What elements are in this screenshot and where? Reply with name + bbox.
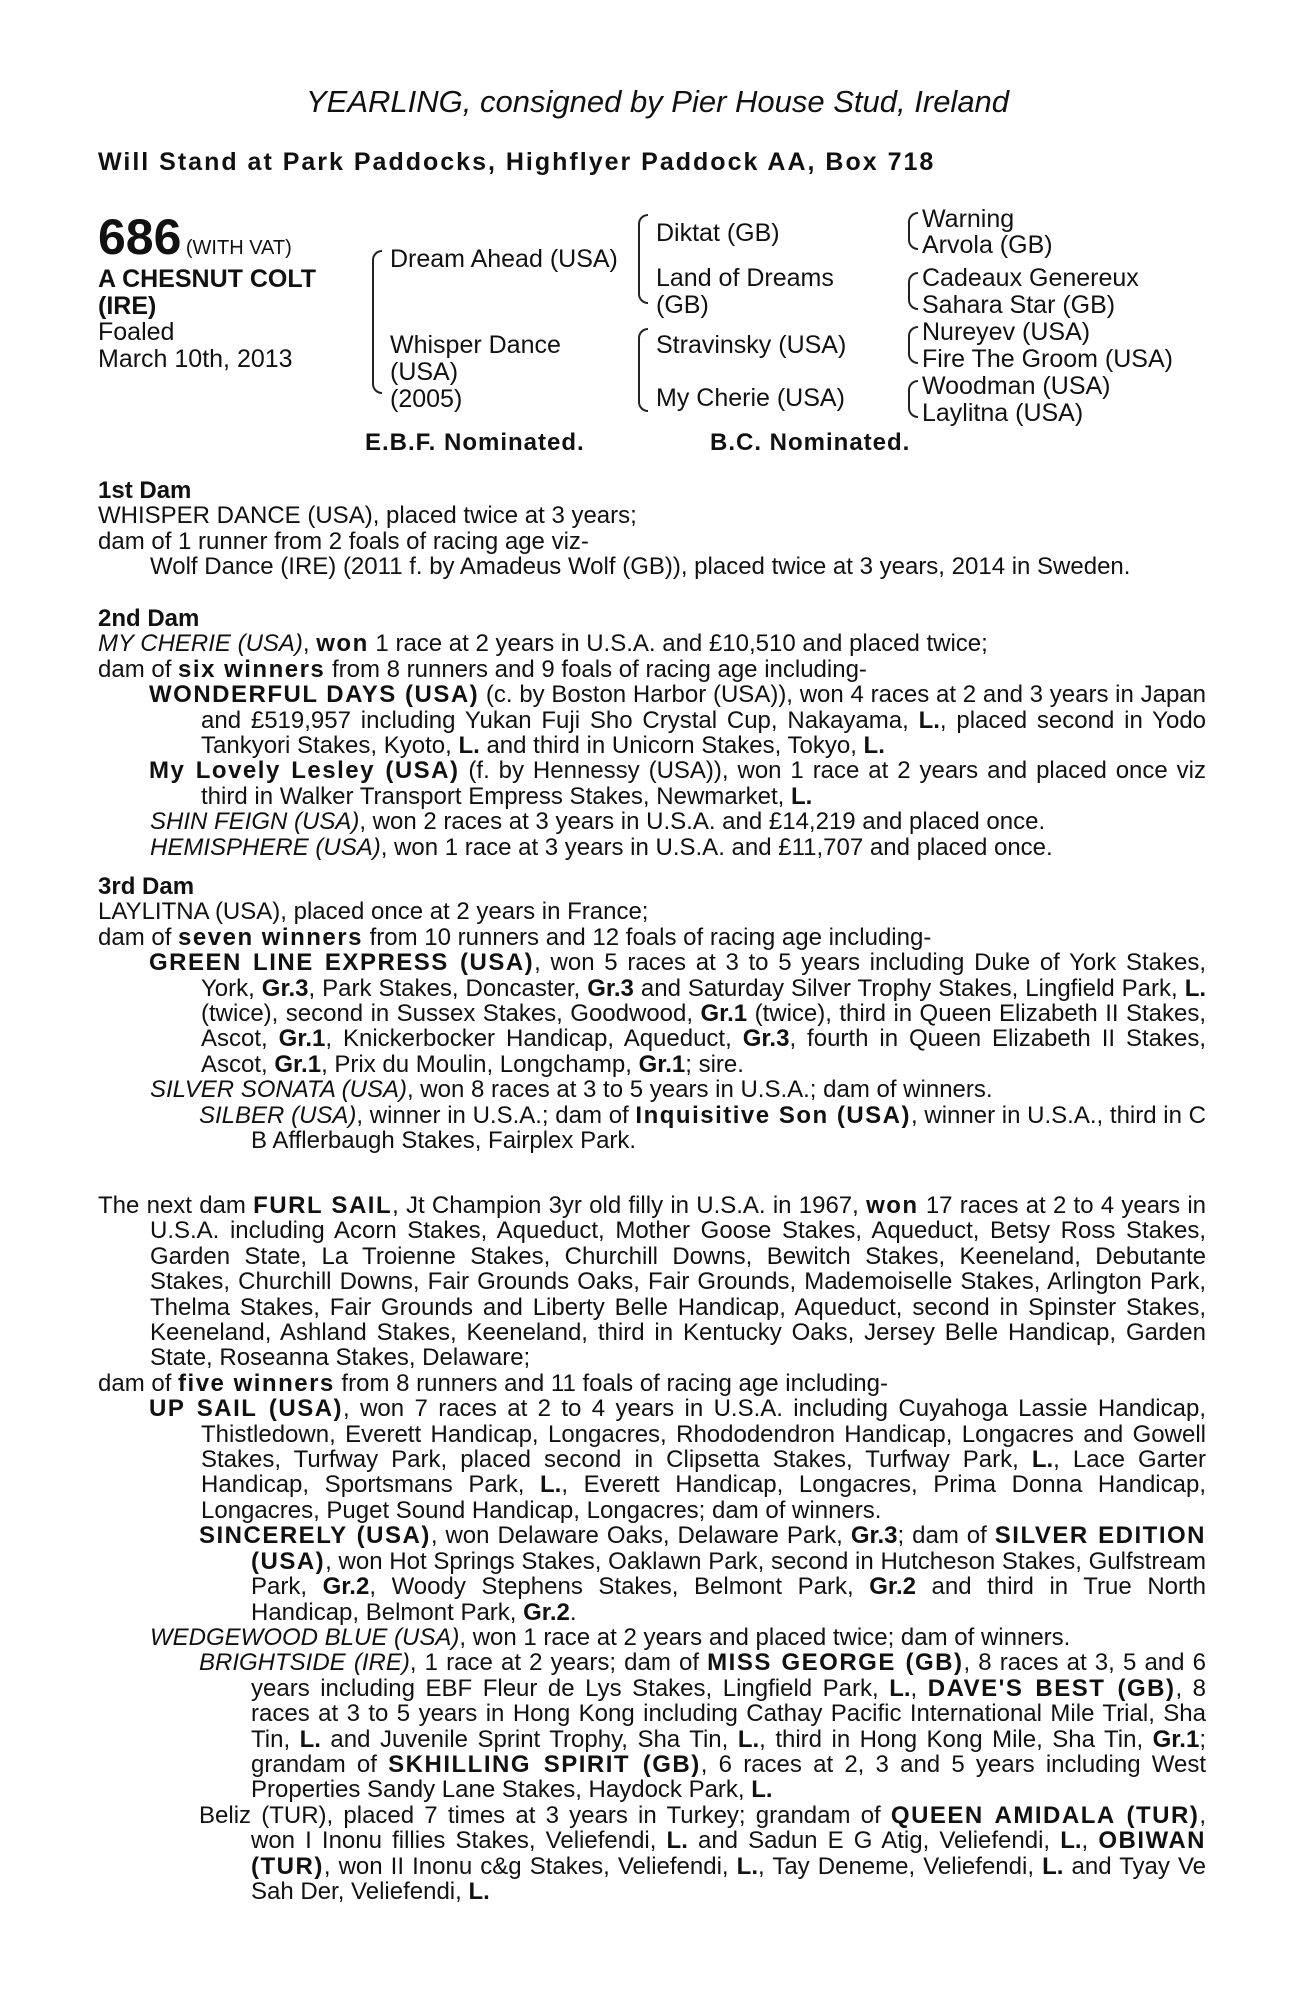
progeny-entry: GREEN LINE EXPRESS (USA), won 5 races at 3 to 5 years including Duke of York Stakes, York, Gr.3, Park Stakes, Doncaster, Gr.3 and Saturday Silver Trophy Stakes, Lingfield Park, L. (twice), second in Sussex Stakes, Goodwood, Gr.1 (twice), third in Queen Elizabeth II Stakes, Ascot, Gr.1, Knickerbocker Handicap, Aqueduct, Gr.3, fourth in Queen Elizabeth II Stakes, Ascot, Gr.1, Prix du Moulin, Longchamp, Gr.1; sire. (149, 949, 1207, 1078)
colt-description-1: A CHESNUT COLT (98, 265, 317, 293)
dam-name: MY CHERIE (USA) (98, 630, 303, 658)
sire-dam-line2: (GB) (656, 291, 709, 319)
pedigree-brace-dam (638, 328, 648, 412)
sire-dam-line1: Land of Dreams (656, 264, 834, 292)
vat-label: (WITH VAT) (185, 237, 292, 259)
foaled-date: March 10th, 2013 (98, 345, 293, 373)
separator: , (302, 630, 317, 658)
sire-sire-dam: Arvola (GB) (922, 231, 1053, 259)
second-dam-section (98, 606, 1206, 860)
second-dam-line: dam of six winners from 8 runners and 9 foals of racing age including- (98, 655, 867, 683)
next-dam-paragraph: The next dam FURL SAIL, Jt Champion 3yr old filly in U.S.A. in 1967, won 17 races at 2 to 4 years in U.S.A. including Acorn Stakes, Aqueduct, Mother Goose Stakes, Aqueduct, Betsy Ross Stakes, Garden State, La Troienne Stakes, Churchill Downs, Bewitch Stakes, Keeneland, Debutante Stakes, Churchill Downs, Fair Grounds Oaks, Fair Grounds, Mademoiselle Stakes, Arlington Park, Thelma Stakes, Fair Grounds and Liberty Belle Handicap, Aqueduct, second in Spinster Stakes, Keeneland, Ashland Stakes, Keeneland, third in Kentucky Oaks, Jersey Belle Handicap, Garden State, Roseanna Stakes, Delaware; (98, 1192, 1206, 1372)
second-dam-line: MY CHERIE (USA), won 1 race at 2 years in U.S.A. and £10,510 and placed twice; (98, 630, 988, 658)
third-dam-line: dam of seven winners from 10 runners and 12 foals of racing age including- (98, 923, 932, 951)
dam-sire-sire: Nureyev (USA) (922, 318, 1091, 346)
consignment-line: YEARLING, consigned by Pier House Stud, Ireland (306, 84, 1010, 119)
sire-dam-dam: Sahara Star (GB) (922, 291, 1116, 319)
progeny-entry: My Lovely Lesley (USA) (f. by Hennessy (USA)), won 1 race at 2 years and placed once viz third in Walker Transport Empress Stakes, Newmarket, L. (149, 757, 1206, 810)
pedigree-brace-ds (908, 326, 918, 364)
progeny-entry: BRIGHTSIDE (IRE), 1 race at 2 years; dam of MISS GEORGE (GB), 8 races at 3, 5 and 6 years including EBF Fleur de Lys Stakes, Lingfield Park, L., DAVE'S BEST (GB), 8 races at 3 to 5 years in Hong Kong including Cathay Pacific International Mile Trial, Sha Tin, L. and Juvenile Sprint Trophy, Sha Tin, L., third in Hong Kong Mile, Sha Tin, Gr.1; grandam of SKHILLING SPIRIT (GB), 6 races at 2, 3 and 5 years including West Properties Sandy Lane Stakes, Haydock Park, L. (199, 1649, 1207, 1804)
dam-dam-sire: Woodman (USA) (922, 372, 1111, 400)
dam-dam-dam: Laylitna (USA) (922, 399, 1084, 427)
pedigree-brace-gen1 (372, 250, 382, 394)
first-dam-section (98, 478, 1206, 580)
section-heading: 2nd Dam (98, 605, 200, 632)
dam-name-line2: (USA) (390, 358, 459, 386)
next-dam-line: dam of five winners from 8 runners and 11 foals of racing age including- (98, 1369, 888, 1397)
dam-name-line1: Whisper Dance (390, 331, 561, 359)
pedigree-brace-ss (908, 212, 918, 250)
section-heading: 3rd Dam (98, 873, 195, 900)
first-dam-line: dam of 1 runner from 2 foals of racing age viz- (98, 527, 589, 555)
pedigree-brace-sire (638, 214, 648, 304)
dam-sire: Stravinsky (USA) (656, 331, 847, 359)
foaled-label: Foaled (98, 318, 175, 346)
pedigree-brace-dd (908, 380, 918, 418)
dam-dam: My Cherie (USA) (656, 384, 845, 412)
progeny-entry: Beliz (TUR), placed 7 times at 3 years in Turkey; grandam of QUEEN AMIDALA (TUR), won I Inonu fillies Stakes, Veliefendi, L. and Sadun E G Atig, Veliefendi, L., OBIWAN (TUR), won II Inonu c&g Stakes, Veliefendi, L., Tay Deneme, Veliefendi, L. and Tyay Ve Sah Der, Veliefendi, L. (199, 1801, 1206, 1905)
progeny-entry: WEDGEWOOD BLUE (USA), won 1 race at 2 years and placed twice; dam of winners. (150, 1623, 1071, 1651)
sire-name: Dream Ahead (USA) (390, 245, 618, 273)
progeny-entry: WONDERFUL DAYS (USA) (c. by Boston Harbor (USA)), won 4 races at 2 and 3 years in Japan and £519,957 including Yukan Fuji Sho Crystal Cup, Nakayama, L., placed second in Yodo Tankyori Stakes, Kyoto, L. and third in Unicorn Stakes, Tokyo, L. (149, 681, 1207, 760)
section-heading: 1st Dam (98, 477, 192, 504)
progeny-entry: HEMISPHERE (USA), won 1 race at 3 years in U.S.A. and £11,707 and placed once. (150, 833, 1053, 861)
first-dam-line: WHISPER DANCE (USA), placed twice at 3 years; (98, 502, 637, 530)
sire-sire-sire: Warning (922, 205, 1015, 233)
progeny-entry: SILBER (USA), winner in U.S.A.; dam of Inquisitive Son (USA), winner in U.S.A., third in C B Afflerbaugh Stakes, Fairplex Park. (199, 1101, 1207, 1155)
progeny-entry: Wolf Dance (IRE) (2011 f. by Amadeus Wolf (GB)), placed twice at 3 years, 2014 in Sweden. (150, 553, 1131, 581)
bc-nominated: B.C. Nominated. (710, 429, 911, 456)
dam-sire-dam: Fire The Groom (USA) (922, 345, 1173, 373)
progeny-entry: SILVER SONATA (USA), won 8 races at 3 to 5 years in U.S.A.; dam of winners. (150, 1076, 993, 1104)
progeny-entry: SHIN FEIGN (USA), won 2 races at 3 years in U.S.A. and £14,219 and placed once. (150, 808, 1046, 836)
lot-number: 686 (98, 209, 182, 265)
next-dam-section (98, 1193, 1206, 1904)
pedigree-brace-sd (908, 272, 918, 310)
sire-sire: Diktat (GB) (656, 219, 780, 247)
location-line: Will Stand at Park Paddocks, Highflyer Paddock AA, Box 718 (98, 148, 936, 176)
lot-number-block (98, 208, 292, 266)
progeny-entry: UP SAIL (USA), won 7 races at 2 to 4 years in U.S.A. including Cuyahoga Lassie Handicap, Thistledown, Everett Handicap, Longacres, Rhododendron Handicap, Longacres and Gowell Stakes, Turfway Park, placed second in Clipsetta Stakes, Turfway Park, L., Lace Garter Handicap, Sportsmans Park, L., Everett Handicap, Longacres, Prima Donna Handicap, Longacres, Puget Sound Handicap, Longacres; dam of winners. (149, 1395, 1207, 1524)
third-dam-line: LAYLITNA (USA), placed once at 2 years in France; (98, 898, 649, 926)
third-dam-section (98, 874, 1206, 1153)
colt-description-2: (IRE) (98, 292, 157, 320)
progeny-entry: SINCERELY (USA), won Delaware Oaks, Delaware Park, Gr.3; dam of SILVER EDITION (USA), won Hot Springs Stakes, Oaklawn Park, second in Hutcheson Stakes, Gulfstream Park, Gr.2, Woody Stephens Stakes, Belmont Park, Gr.2 and third in True North Handicap, Belmont Park, Gr.2. (199, 1522, 1207, 1626)
ebf-nominated: E.B.F. Nominated. (365, 429, 585, 456)
dam-foaled-year: (2005) (390, 385, 463, 413)
sire-dam-sire: Cadeaux Genereux (922, 264, 1139, 292)
